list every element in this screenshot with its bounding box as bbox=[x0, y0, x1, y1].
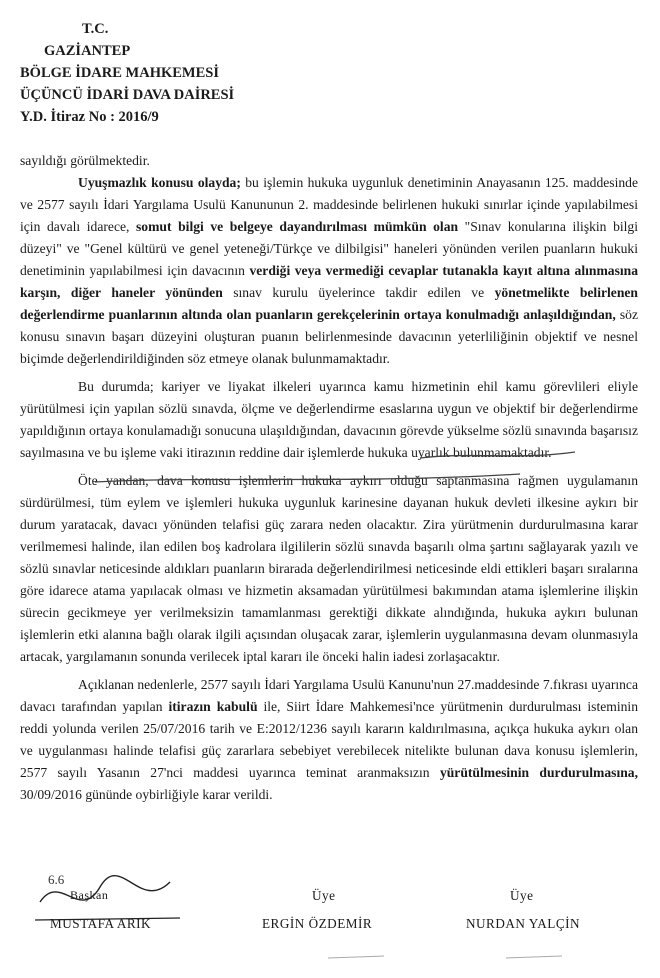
paragraph-3: Öte yandan, dava konusu işlemlerin hukuka aykırı olduğu saptanmasına rağmen uygulamanın sürdürülmesi, tüm eylem ve işlemleri hukuka uygunluk karinesine dayanan hukuk devleti ilkesine aykırı bir durum yaratacak, davacı yönünden telafisi güç zarara neden olacaktır. Zira yürütmenin durdurulmasına karar verilmemesi halinde, ilan edilen boş kadrolara ilgililerin sözlü sınavda başarılı olma şartını sağlayarak yazılı ve sözlü sınavlar neticesinde aldıkları puanların birarada değerlendirilmesi neticesinde eldi ettikleri başarı sıralarına göre idarece atama yapılacak olması ve hizmetin aksamadan yürütülmesi bakımından atama işlemlerine ilişkin sürecin gecikmeye yer verilmeksizin tamamlanması gerektiği dikkate alındığında, hukuka aykırı bulunan işlemlerin etki alanına bağlı olarak ilgili açısından oluşacak zarar, işlemlerin uygulanmasına devam olunmasıyla artacak, yargılamanın sonunda verilecek iptal kararı ile önceki halin iadesi zorlaşacaktır. bbox=[20, 473, 638, 664]
p1-run: "Sınav konularına ilişkin bilgi düzeyi" ve "Genel kültürü ve genel yeteneği/Türkçe ve dilbilgisi" haneleri yönünden verilen puanların hukuki denetiminin yapılabilmesi için davacının bbox=[20, 219, 638, 278]
p1-run: sınav kurulu üyelerince takdir edilen ve bbox=[222, 285, 495, 300]
p1-run: verdiği veya vermediği cevaplar tutanakla kayıt altına alınmasına karşın, diğer haneler yönünden bbox=[20, 263, 638, 300]
faded-stamp bbox=[326, 946, 386, 970]
president-name: MUSTAFA ARIK bbox=[50, 916, 152, 931]
p1-run: Uyuşmazlık konusu olayda; bbox=[78, 175, 241, 190]
p4-run: Açıklanan nedenlerle, 2577 sayılı İdari Yargılama Usulü Kanunu'nun 27.maddesinde 7.fıkrası uyarınca davacı tarafından yapılan bbox=[20, 677, 638, 714]
president-signature-icon bbox=[30, 862, 190, 942]
p1-run: somut bilgi ve belgeye dayandırılması mümkün olan bbox=[136, 219, 459, 234]
header-objection-no: Y.D. İtiraz No : 2016/9 bbox=[20, 109, 159, 125]
member1-name: ERGİN ÖZDEMİR bbox=[262, 916, 373, 931]
paragraph-0: sayıldığı görülmektedir. bbox=[20, 153, 150, 168]
member1-title: Üye bbox=[312, 888, 336, 903]
member2-name: NURDAN YALÇİN bbox=[466, 916, 581, 931]
p1-run: söz konusu sınavın başarı düzeyini oluşturan puanın belirlenmesinde davacının yeterliliğinin objektif ve nesnel biçimde değerlendirildiğinden söz etmeye olanak bulunmamaktadır. bbox=[20, 307, 638, 366]
svg-text:6.6: 6.6 bbox=[48, 872, 65, 887]
header-city: GAZİANTEP bbox=[44, 43, 131, 59]
p1-run: yönetmelikte belirlenen değerlendirme puanlarının altında olan puanların gerekçelerinin ortaya konulmadığı anlaşıldığından, bbox=[20, 285, 638, 322]
member2-title: Üye bbox=[510, 888, 534, 903]
p4-run: 30/09/2016 gününde oybirliğiyle karar verildi. bbox=[20, 787, 273, 802]
president-title: Başkan bbox=[70, 888, 109, 902]
header-tc: T.C. bbox=[82, 21, 109, 37]
p4-run: itirazın kabulü bbox=[168, 699, 258, 714]
faded-stamp-2 bbox=[504, 946, 564, 970]
header-chamber: ÜÇÜNCÜ İDARİ DAVA DAİRESİ bbox=[20, 87, 235, 103]
header-court: BÖLGE İDARE MAHKEMESİ bbox=[20, 65, 219, 81]
p4-run: ile, Siirt İdare Mahkemesi'nce yürütmenin durdurulması isteminin reddi yolunda verilen 25/07/2016 tarih ve E:2012/1236 sayılı kararın kaldırılmasına, açıkça hukuka aykırı olan ve uygulanması halinde telafisi güç zararlara sebebiyet verebilecek nitelikte bulunan dava konusu işlemlerin, 2577 sayılı Yasanın 27'nci maddesi uyarınca teminat aranmaksızın bbox=[20, 699, 639, 780]
p4-run: yürütülmesinin durdurulmasına, bbox=[439, 765, 638, 780]
paragraph-2: Bu durumda; kariyer ve liyakat ilkeleri uyarınca kamu hizmetinin ehil kamu görevlileri eliyle yürütülmesi için yapılan sözlü sınavda, ölçme ve değerlendirme esaslarına uygun ve objektif bir değerlendirme yapıldığının ortaya konulamadığı sonucuna ulaşıldığından, davacının görevde yükselme sözlü sınavında başarısız sayılmasına ve bu işleme vaki itirazının reddine dair işlemlerde hukuka uyarlık bulunmamaktadır. bbox=[20, 379, 638, 460]
p1-run: bu işlemin hukuka uygunluk denetiminin Anayasanın 125. maddesinde ve 2577 sayılı İdari Yargılama Usulü Kanununun 2. maddesinde belirlenen hukuki sınırlar içinde yapılabilmesi için davalı idarece, bbox=[20, 175, 638, 234]
